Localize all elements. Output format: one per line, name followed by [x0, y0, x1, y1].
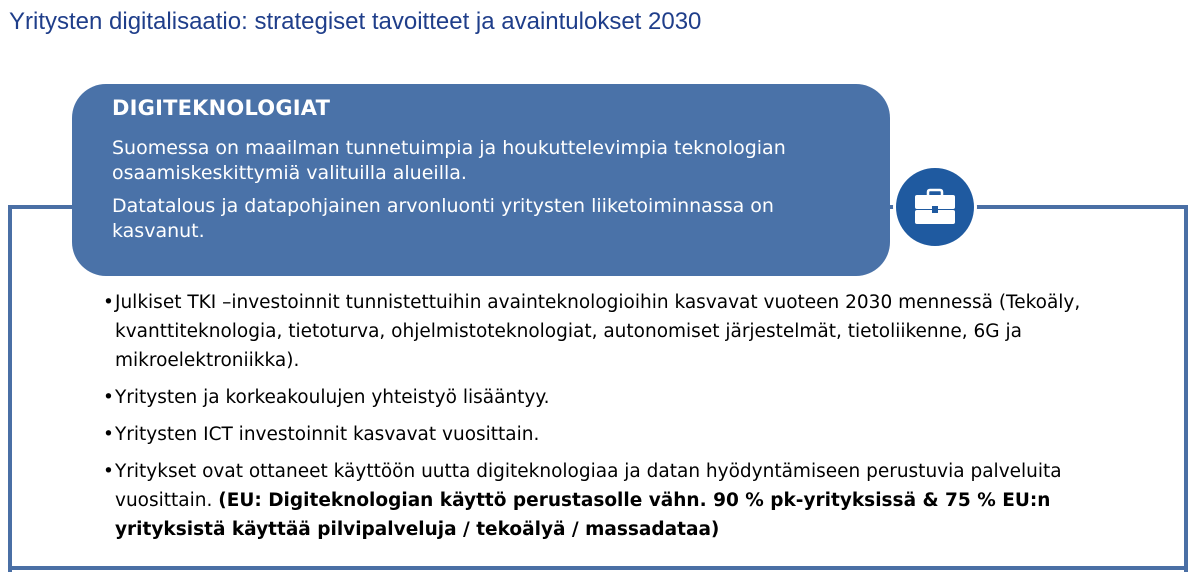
bullet-marker: •	[103, 461, 114, 482]
list-item	[103, 420, 1103, 449]
bullet-list	[103, 288, 1103, 552]
callout-heading: DIGITEKNOLOGIAT	[112, 96, 331, 120]
frame-line	[8, 566, 1188, 570]
bullet-marker: •	[103, 424, 114, 445]
list-item-text: Julkiset TKI –investoinnit tunnistettuihin avainteknologioihin kasvavat vuoteen 2030 mennessä (Tekoäly, kvanttiteknologia, tietoturva, ohjelmistoteknologiat, autonomiset järjestelmät, tietoliikenne, 6G ja mikroelektroniikka).	[115, 292, 1081, 371]
bullet-marker: •	[103, 387, 114, 408]
frame-line	[8, 205, 74, 209]
frame-line	[8, 205, 12, 572]
list-item-text: Yritysten ja korkeakoulujen yhteistyö lisääntyy.	[115, 387, 550, 408]
list-item	[103, 288, 1103, 375]
list-item-text: Yritysten ICT investoinnit kasvavat vuosittain.	[115, 424, 540, 445]
list-item-bold-text: (EU: Digiteknologian käyttö perustasolle vähn. 90 % pk-yrityksissä & 75 % EU:n yrityksistä käyttää pilvipalveluja / tekoälyä / massadataa)	[115, 490, 1051, 540]
callout-paragraph: Datatalous ja datapohjainen arvonluonti yritysten liiketoiminnassa on kasvanut.	[112, 195, 774, 242]
list-item-text: Yritykset ovat ottaneet käyttöön uutta digiteknologiaa ja datan hyödyntämiseen perustuvia palveluita vuosittain.	[115, 461, 1062, 511]
page-title: Yritysten digitalisaatio: strategiset tavoitteet ja avaintulokset 2030	[9, 8, 702, 35]
bullet-marker: •	[103, 292, 114, 313]
frame-line	[1184, 205, 1188, 572]
list-item	[103, 383, 1103, 412]
frame-line	[974, 205, 1188, 209]
briefcase-icon	[893, 165, 977, 249]
callout-paragraph: Suomessa on maailman tunnetuimpia ja houkuttelevimpia teknologian osaamiskeskittymiä valituilla alueilla.	[112, 137, 786, 184]
callout-box	[72, 84, 890, 276]
briefcase-icon-graphic	[913, 188, 957, 226]
list-item	[103, 457, 1103, 544]
